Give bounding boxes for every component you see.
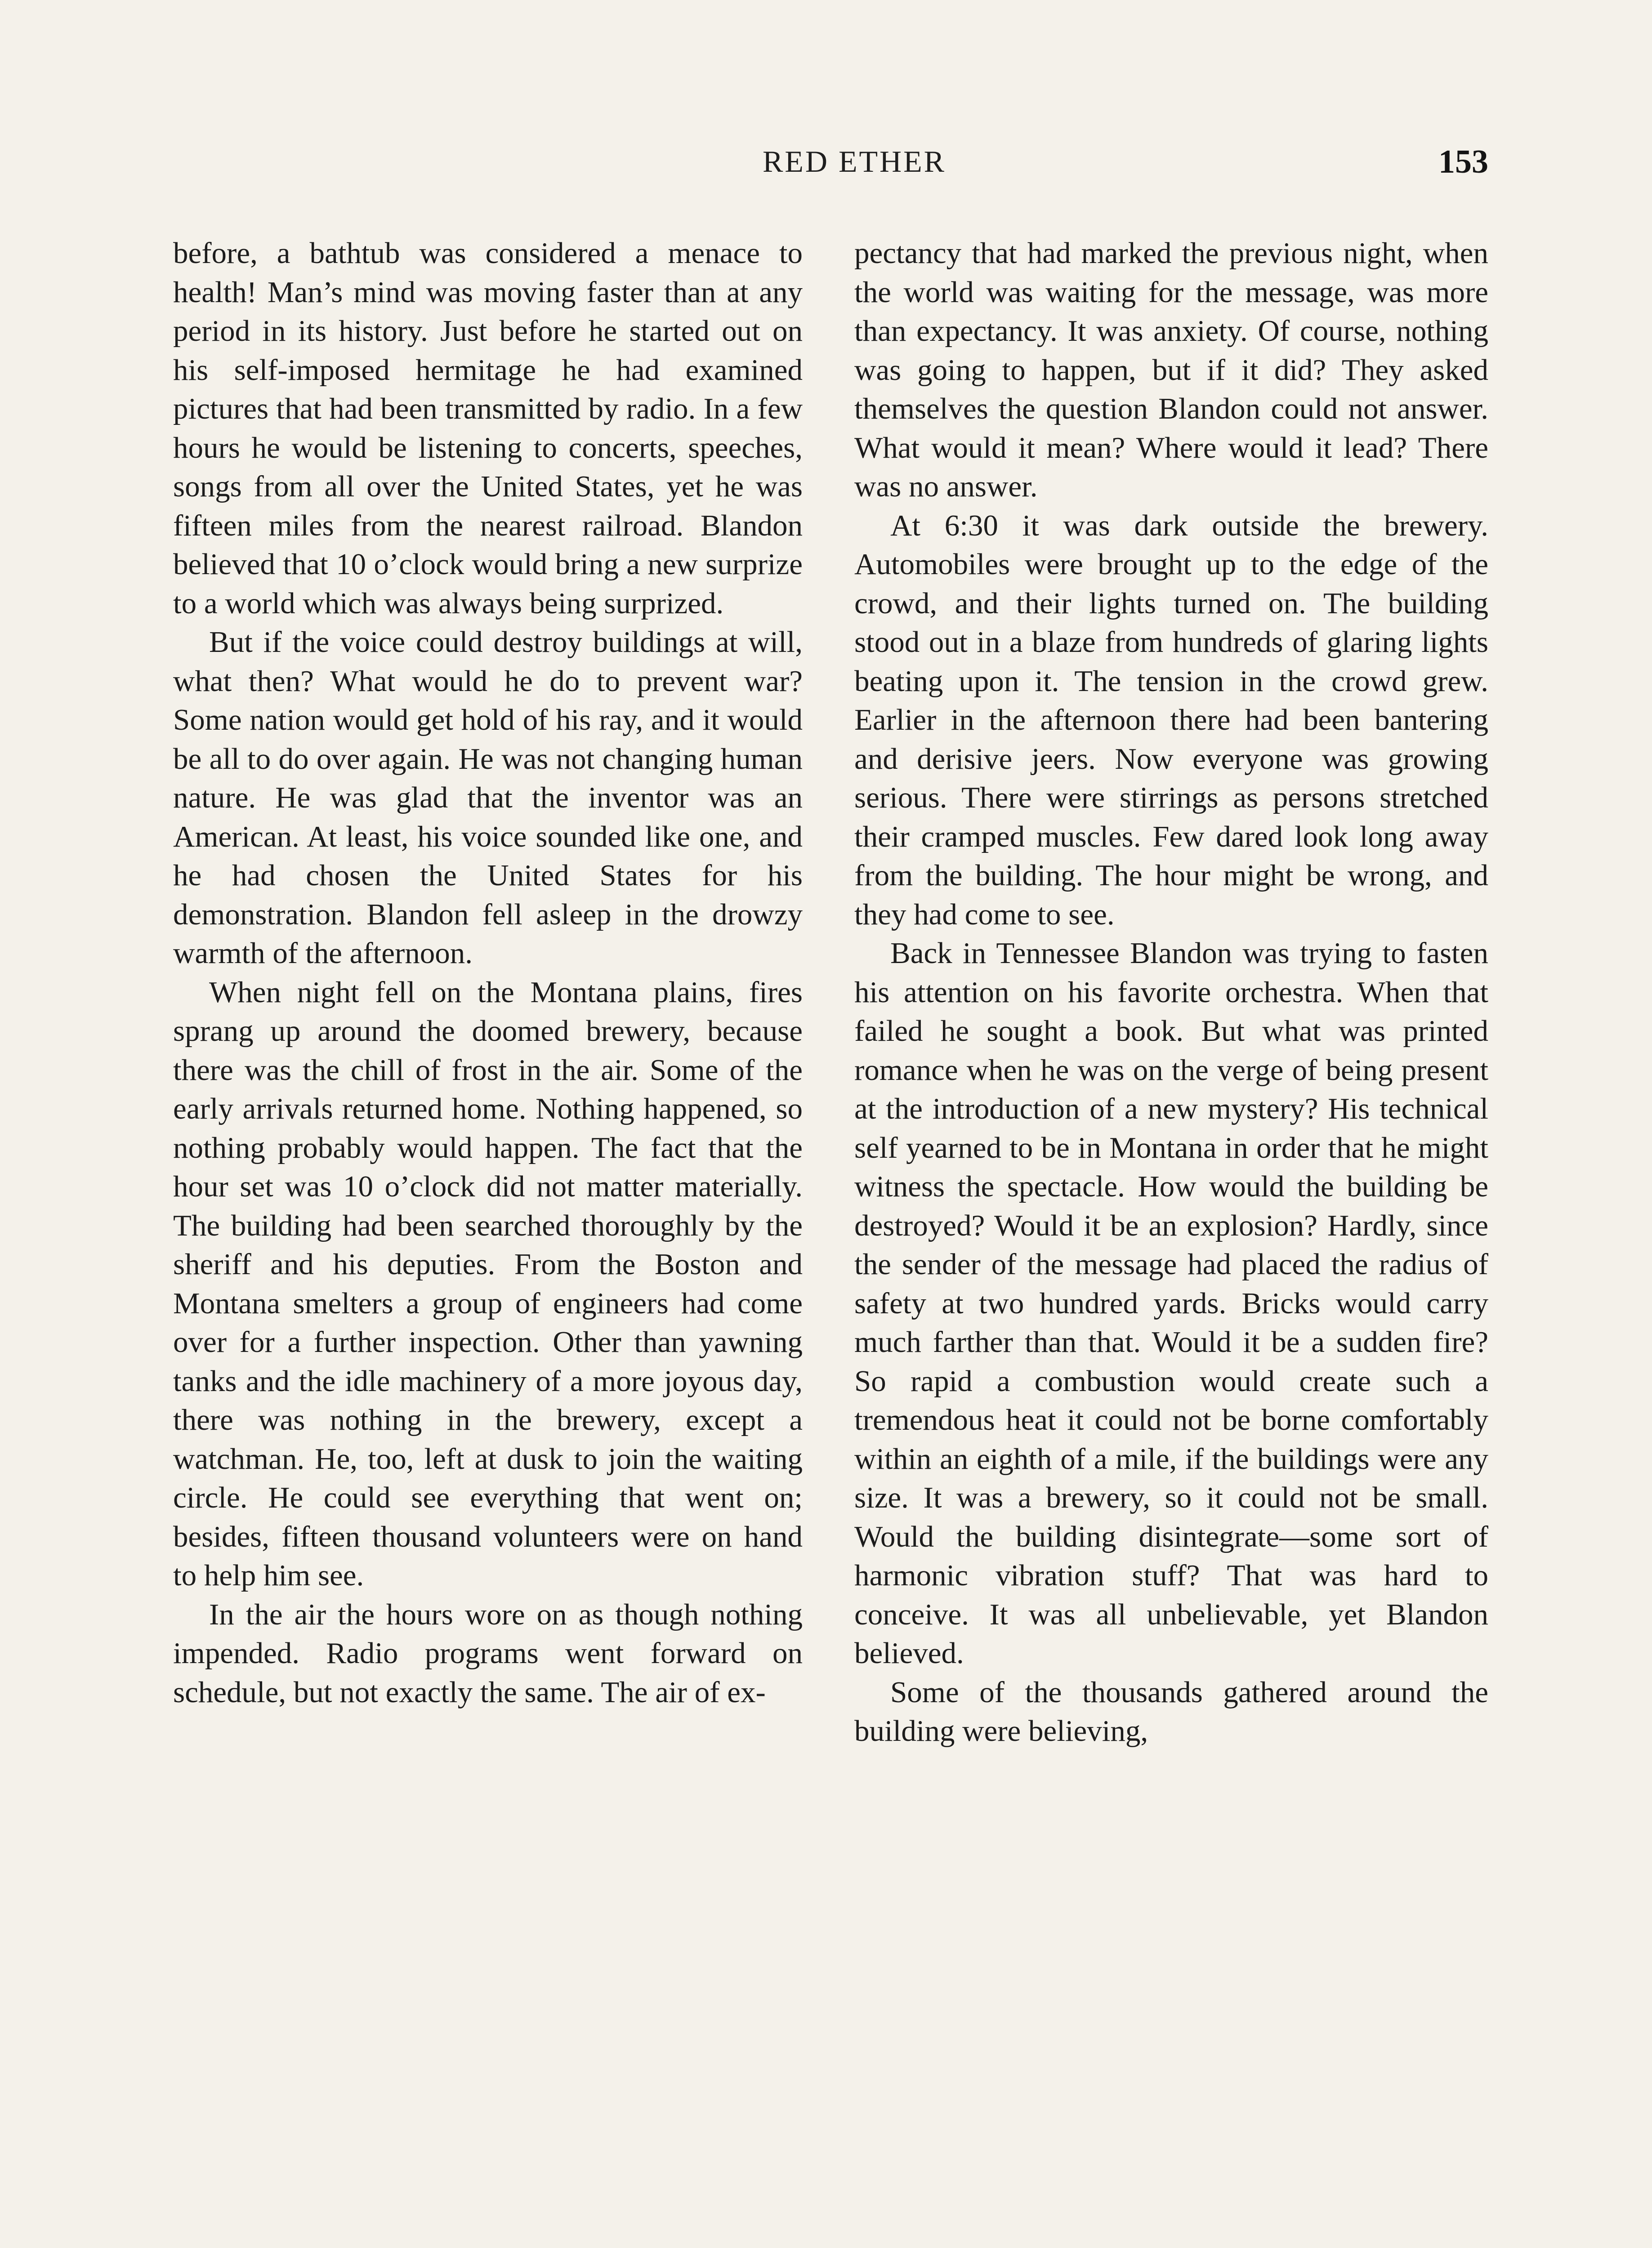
- paragraph: When night fell on the Montana plains, fires sprang up around the doomed brewery, because there was the chill of frost in the air. Some of the early arrivals returned home. Nothing happened, so nothing probably would happen. The fact that the hour set was 10 o’clock did not matter materially. The building had been searched thoroughly by the sheriff and his deputies. From the Boston and Montana smelters a group of engineers had come over for a further inspection. Other than yawning tanks and the idle machinery of a more joyous day, there was nothing in the brewery, except a watchman. He, too, left at dusk to join the waiting circle. He could see everything that went on; besides, fifteen thousand volunteers were on hand to help him see.: [173, 975, 803, 1592]
- page-number: 153: [1438, 143, 1488, 180]
- paragraph: Back in Tennessee Blandon was trying to fasten his attention on his favorite orchestra. When that failed he sought a book. But what was printed romance when he was on the verge of being present at the introduction of a new mystery? His technical self yearned to be in Montana in order that he might witness the spectacle. How would the building be destroyed? Would it be an explosion? Hardly, since the sender of the message had placed the radius of safety at two hundred yards. Bricks would carry much farther than that. Would it be a sudden fire? So rapid a combustion would create such a tremendous heat it could not be borne comfortably within an eighth of a mile, if the buildings were any size. It was a brewery, so it could not be small. Would the building disintegrate—some sort of harmonic vibration stuff? That was hard to conceive. It was all unbelievable, yet Blandon believed.: [854, 937, 1488, 1670]
- paragraph: But if the voice could destroy buildings at will, what then? What would he do to prevent war? Some nation would get hold of his ray, and it would be all to do over again. He was not changing human nature. He was glad that the inventor was an American. At least, his voice sounded like one, and he had chosen the United States for his demonstration. Blandon fell asleep in the drowzy warmth of the afternoon.: [173, 625, 803, 970]
- running-title: RED ETHER: [762, 144, 947, 178]
- text-column-right: [854, 234, 1488, 1751]
- text-column-left: [173, 234, 803, 1712]
- paragraph: Some of the thousands gathered around the building were believing,: [854, 1675, 1488, 1748]
- paragraph: At 6:30 it was dark outside the brewery. Automobiles were brought up to the edge of the crowd, and their lights turned on. The building stood out in a blaze from hundreds of glaring lights beating upon it. The tension in the crowd grew. Earlier in the afternoon there had been bantering and derisive jeers. Now everyone was growing serious. There were stirrings as persons stretched their cramped muscles. Few dared look long away from the building. The hour might be wrong, and they had come to see.: [854, 508, 1488, 931]
- paragraph: before, a bathtub was considered a menace to health! Man’s mind was moving faster than at any period in its history. Just before he started out on his self-imposed hermitage he had examined pictures that had been transmitted by radio. In a few hours he would be listening to concerts, speeches, songs from all over the United States, yet he was fifteen miles from the nearest railroad. Blandon believed that 10 o’clock would bring a new surprize to a world which was always being surprized.: [173, 236, 803, 620]
- paragraph: pectancy that had marked the previous night, when the world was waiting for the message, was more than expectancy. It was anxiety. Of course, nothing was going to happen, but if it did? They asked themselves the question Blandon could not answer. What would it mean? Where would it lead? There was no answer.: [854, 236, 1488, 503]
- paragraph: In the air the hours wore on as though nothing impended. Radio programs went forward on schedule, but not exactly the same. The air of ex-: [173, 1597, 803, 1709]
